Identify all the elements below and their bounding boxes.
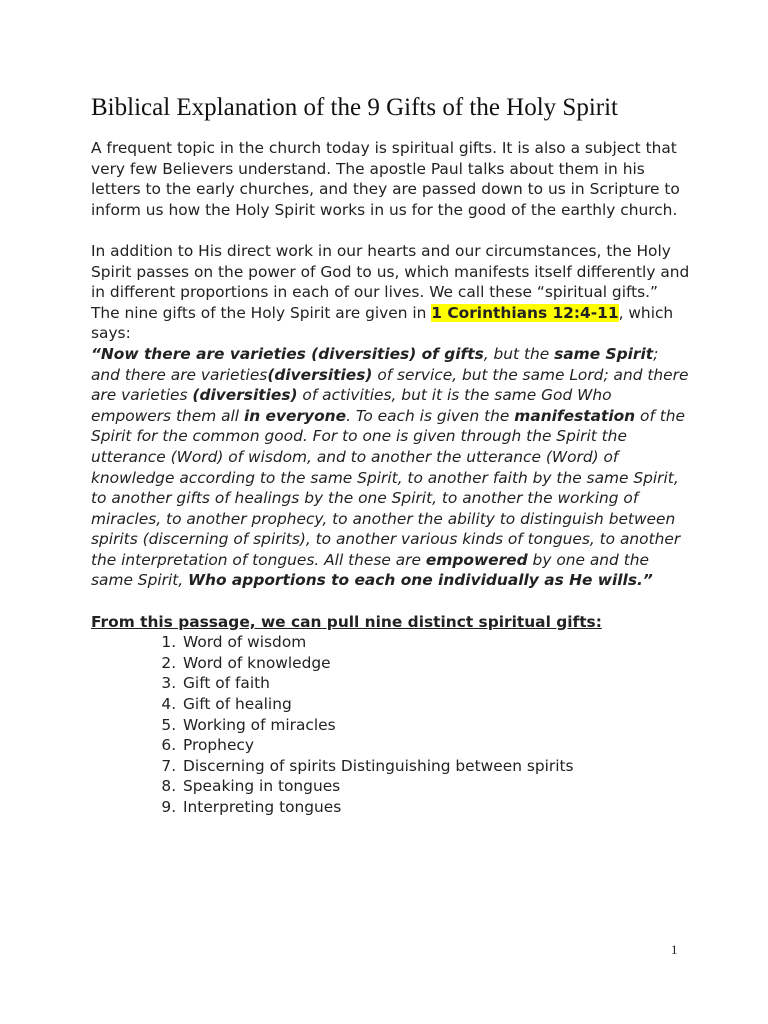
list-item: 3. Gift of faith: [181, 673, 691, 694]
quote-segment: of service, but the same Lord; and there are varieties: [91, 365, 689, 405]
list-item: 4. Gift of healing: [181, 694, 691, 715]
gifts-list-heading: [91, 612, 691, 633]
list-item: 1. Word of wisdom: [181, 632, 691, 653]
quote-segment: of the Spirit for the common good. For to one is given through the Spirit the utterance (Word) of wisdom, and to another the utterance (Word) of knowledge according to the same Spirit, to another faith by the same Spirit, to another gifts of healings by the one Spirit, to another the working of miracles, to another prophecy, to another the ability to distinguish between spirits (discerning of spirits), to another various kinds of tongues, to another the interpretation of tongues. All these are: [91, 406, 686, 569]
quote-segment: . To each is given the: [346, 406, 515, 425]
paragraph-gap: [91, 220, 691, 241]
gifts-list: [91, 632, 691, 817]
quote-segment: same Spirit: [554, 344, 654, 363]
spiritual-gifts-paragraph: In addition to His direct work in our hearts and our circumstances, the Holy Spirit passes on the power of God to us, which manifests itself differently and in different proportions in each of our lives. We call these “spiritual gifts.”: [91, 241, 690, 302]
quote-segment: of activities, but it is the same God Who empowers them all: [91, 386, 612, 425]
quote-segment: “Now there are varieties (diversities) of gifts: [91, 344, 484, 363]
scripture-intro: [91, 303, 691, 344]
list-item: 5. Working of miracles: [181, 715, 691, 736]
page-number: 1: [671, 942, 678, 957]
list-item: 8. Speaking in tongues: [181, 776, 691, 797]
scripture-quote: [91, 344, 691, 591]
quote-segment: manifestation: [514, 406, 636, 425]
list-item: 2. Word of knowledge: [181, 653, 691, 674]
list-item: 9. Interpreting tongues: [181, 797, 691, 818]
intro-paragraph: A frequent topic in the church today is spiritual gifts. It is also a subject that very few Believers understand. The apostle Paul talks about them in his letters to the early churches, and they are passed down to us in Scripture to inform us how the Holy Spirit works in us for the good of the earthly church.: [91, 139, 680, 219]
paragraph-gap: [91, 591, 691, 612]
list-item: 6. Prophecy: [181, 735, 691, 756]
document-title: Biblical Explanation of the 9 Gifts of the Holy Spirit: [91, 94, 619, 121]
quote-segment: ; and there are varieties: [91, 344, 659, 384]
quote-segment: empowered: [425, 550, 528, 569]
gifts-list-heading-text: From this passage, we can pull nine distinct spiritual gifts:: [91, 612, 602, 631]
quote-segment: (diversities): [192, 386, 298, 405]
list-item: 7. Discerning of spirits Distinguishing between spirits: [181, 756, 691, 777]
document-page: [91, 92, 691, 818]
quote-segment: in everyone: [243, 406, 347, 425]
quote-segment: Who apportions to each one individually as He wills.”: [188, 571, 653, 590]
scripture-reference: 1 Corinthians 12:4-11: [431, 303, 619, 322]
scripture-intro-text: The nine gifts of the Holy Spirit are given in: [91, 303, 432, 322]
quote-segment: by one and the same Spirit,: [91, 550, 649, 590]
scripture-intro-suffix: , which says:: [91, 303, 674, 343]
quote-segment: (diversities): [267, 365, 373, 384]
quote-segment: , but the: [483, 344, 555, 363]
